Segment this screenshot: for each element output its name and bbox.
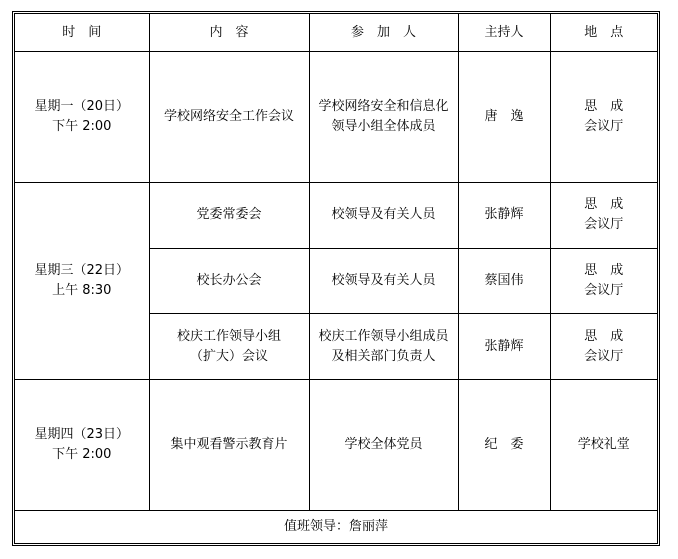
table-row xyxy=(15,380,657,510)
time-cell xyxy=(15,380,149,510)
venue-cell xyxy=(550,52,657,182)
header-host: 主持人 xyxy=(458,14,550,52)
participants-line: 校庆工作领导小组成员 xyxy=(318,328,449,344)
participants-cell xyxy=(309,52,458,182)
participants-line: 学校网络安全和信息化 xyxy=(318,99,449,115)
schedule-frame xyxy=(12,11,660,546)
time-day: 星期四（23日） xyxy=(34,426,130,442)
header-participants: 参 加 人 xyxy=(309,14,458,52)
participants-cell: 校领导及有关人员 xyxy=(309,248,458,314)
venue-line: 会议厅 xyxy=(584,217,624,233)
time-cell xyxy=(15,52,149,182)
venue-cell: 学校礼堂 xyxy=(550,380,657,510)
venue-line: 思 成 xyxy=(584,197,624,213)
venue-line: 思 成 xyxy=(584,99,624,115)
duty-label: 值班领导： xyxy=(283,518,349,534)
host-cell: 张静辉 xyxy=(458,314,550,380)
time-day: 星期一（20日） xyxy=(34,99,130,115)
header-time: 时 间 xyxy=(15,14,149,52)
venue-line: 会议厅 xyxy=(584,348,624,364)
participants-cell xyxy=(309,314,458,380)
schedule-table xyxy=(15,14,657,543)
host-cell: 唐 逸 xyxy=(458,52,550,182)
venue-cell xyxy=(550,314,657,380)
venue-cell xyxy=(550,182,657,248)
header-venue: 地 点 xyxy=(550,14,657,52)
content-cell: 校长办公会 xyxy=(149,248,309,314)
participants-cell: 校领导及有关人员 xyxy=(309,182,458,248)
content-cell: 党委常委会 xyxy=(149,182,309,248)
venue-cell xyxy=(550,248,657,314)
venue-line: 思 成 xyxy=(584,262,624,278)
content-cell: 集中观看警示教育片 xyxy=(149,380,309,510)
content-line: （扩大）会议 xyxy=(189,348,268,364)
time-day: 星期三（22日） xyxy=(34,262,130,278)
duty-cell xyxy=(15,510,657,543)
content-cell xyxy=(149,314,309,380)
duty-name: 詹丽萍 xyxy=(349,518,389,534)
content-line: 校庆工作领导小组 xyxy=(176,328,281,344)
host-cell: 蔡国伟 xyxy=(458,248,550,314)
time-hour: 下午 2:00 xyxy=(52,446,112,462)
header-content: 内 容 xyxy=(149,14,309,52)
duty-row xyxy=(15,510,657,543)
time-hour: 上午 8:30 xyxy=(52,282,112,298)
venue-line: 思 成 xyxy=(584,328,624,344)
time-hour: 下午 2:00 xyxy=(52,119,112,135)
content-cell: 学校网络安全工作会议 xyxy=(149,52,309,182)
table-row xyxy=(15,182,657,248)
venue-line: 会议厅 xyxy=(584,119,624,135)
table-row xyxy=(15,52,657,182)
time-cell xyxy=(15,182,149,379)
participants-line: 及相关部门负责人 xyxy=(331,348,436,364)
host-cell: 纪 委 xyxy=(458,380,550,510)
participants-cell: 学校全体党员 xyxy=(309,380,458,510)
header-row xyxy=(15,14,657,52)
host-cell: 张静辉 xyxy=(458,182,550,248)
venue-line: 会议厅 xyxy=(584,282,624,298)
participants-line: 领导小组全体成员 xyxy=(331,119,436,135)
